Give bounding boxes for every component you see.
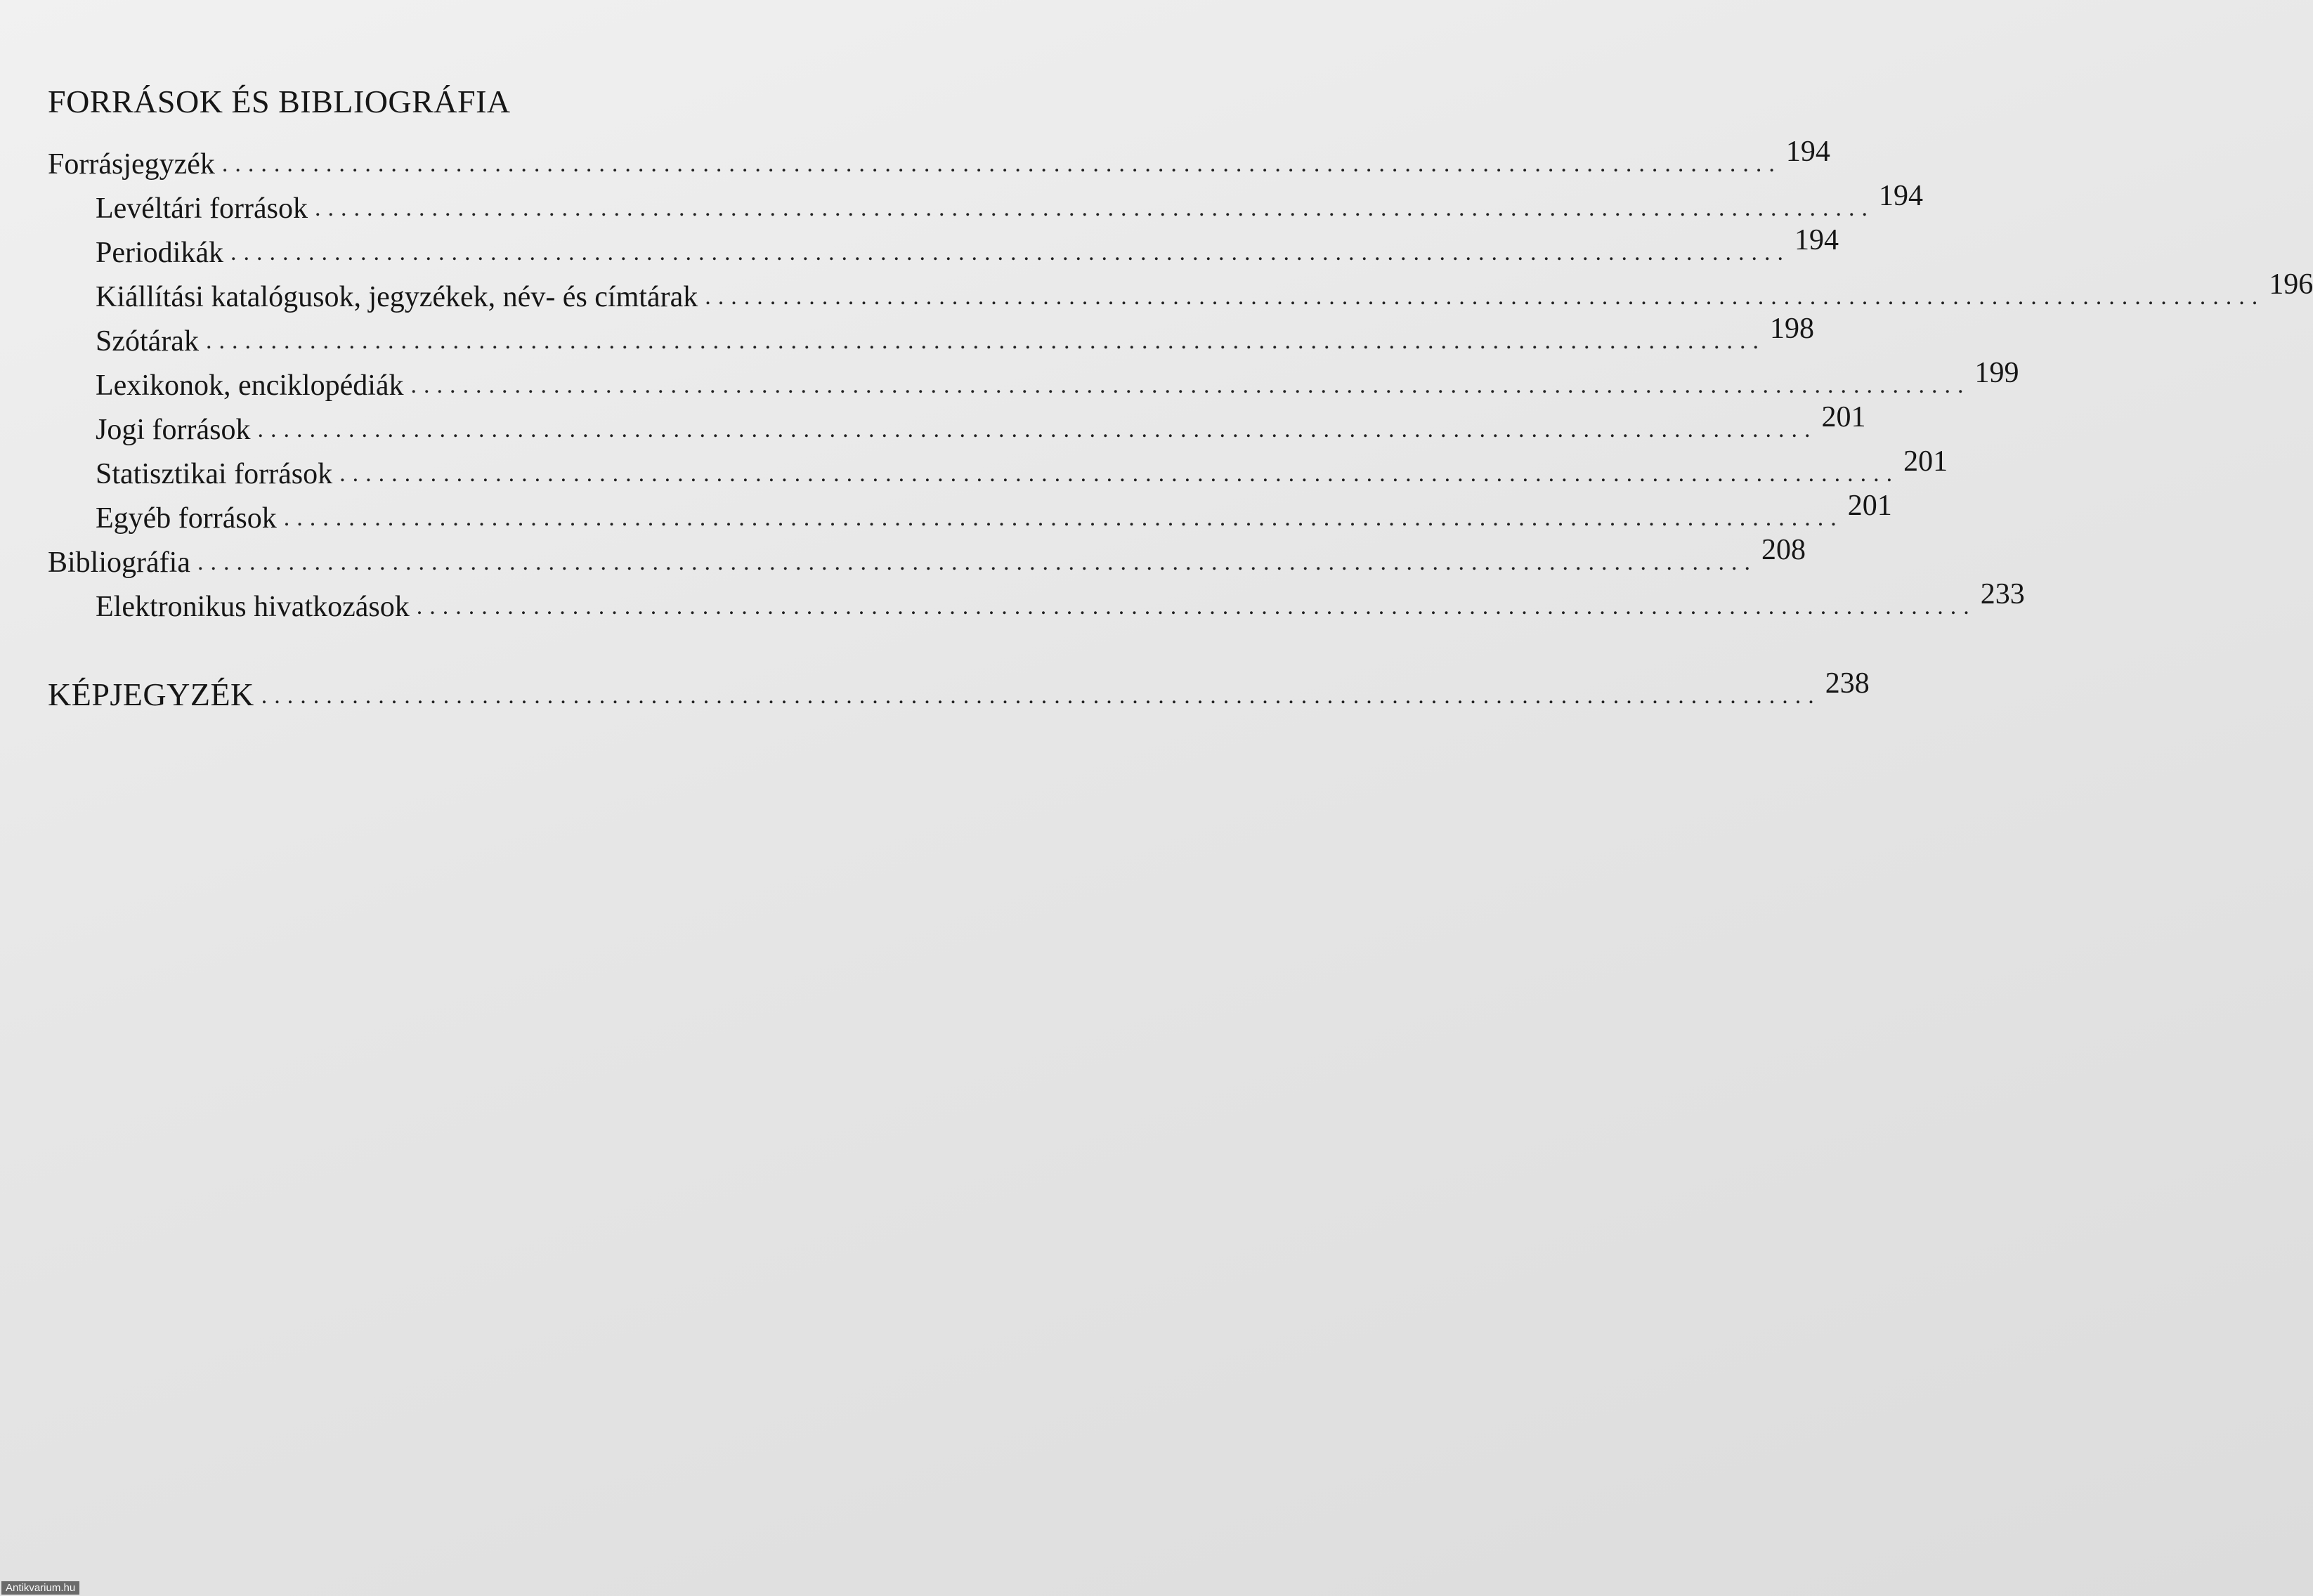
- toc-entry-label: Egyéb források: [96, 502, 277, 535]
- toc-entry: [48, 400, 1866, 446]
- toc-entry: [48, 223, 1839, 269]
- toc-entry-page: 194: [1879, 180, 1924, 212]
- toc-entry: [48, 445, 1948, 490]
- toc-entry: [48, 356, 2019, 402]
- toc-entry-label: KÉPJEGYZÉK: [48, 676, 254, 712]
- toc-entry: [48, 533, 1806, 579]
- toc-entry-page: 201: [1821, 401, 1866, 433]
- toc-dot-leader: ........................................................................................................................: [705, 284, 2265, 310]
- toc-entry-page: 201: [1903, 445, 1948, 478]
- toc-dot-leader: ........................................................................................................................: [410, 372, 1971, 398]
- toc-entry: [48, 489, 1892, 535]
- toc-entry-page: 198: [1769, 313, 1814, 345]
- toc-entry: [48, 135, 1830, 181]
- toc-dot-leader: ........................................................................................................................: [257, 417, 1818, 443]
- toc-dot-leader: ........................................................................................................................: [205, 328, 1766, 354]
- toc-entry-page: 196: [2269, 268, 2313, 301]
- toc-entry-label: Forrásjegyzék: [48, 148, 215, 181]
- toc-entry-label: Kiállítási katalógusok, jegyzékek, név- és címtárak: [96, 281, 698, 313]
- toc-entry-label: Bibliográfia: [48, 547, 190, 579]
- watermark: Antikvarium.hu: [1, 1581, 79, 1595]
- section-heading: FORRÁSOK ÉS BIBLIOGRÁFIA: [48, 84, 511, 119]
- toc-dot-leader: ........................................................................................................................: [197, 549, 1757, 575]
- toc-dot-leader: ........................................................................................................................: [230, 240, 1790, 266]
- toc-entry-label: Jogi források: [96, 414, 251, 446]
- toc-entry: [48, 179, 1924, 225]
- toc-entry-page: 238: [1825, 667, 1870, 700]
- table-of-contents: [48, 135, 2313, 712]
- toc-entry-page: 208: [1761, 534, 1806, 566]
- toc-entry-page: 201: [1847, 490, 1892, 522]
- toc-entry-page: 194: [1785, 136, 1830, 168]
- toc-dot-leader: ........................................................................................................................: [221, 151, 1782, 177]
- toc-entry-label: Lexikonok, enciklopédiák: [96, 369, 404, 402]
- toc-entry-label: Szótárak: [96, 325, 199, 358]
- toc-dot-leader: ........................................................................................................................: [315, 195, 1875, 221]
- toc-dot-leader: ........................................................................................................................: [283, 505, 1844, 531]
- toc-entry-page: 194: [1794, 224, 1839, 256]
- toc-entry-label: Elektronikus hivatkozások: [96, 591, 410, 623]
- toc-entry-page: 199: [1974, 357, 2019, 389]
- toc-entry: [48, 268, 2313, 313]
- toc-dot-leader: ........................................................................................................................: [261, 683, 1821, 709]
- toc-entry: [48, 667, 1870, 712]
- toc-dot-leader: ........................................................................................................................: [416, 594, 1976, 620]
- toc-entry: [48, 312, 1814, 358]
- toc-entry-label: Periodikák: [96, 237, 223, 269]
- toc-entry-label: Levéltári források: [96, 192, 308, 225]
- toc-entry-page: 233: [1980, 578, 2025, 610]
- toc-entry-label: Statisztikai források: [96, 458, 333, 490]
- toc-dot-leader: ........................................................................................................................: [339, 461, 1900, 487]
- toc-entry: [48, 577, 2025, 623]
